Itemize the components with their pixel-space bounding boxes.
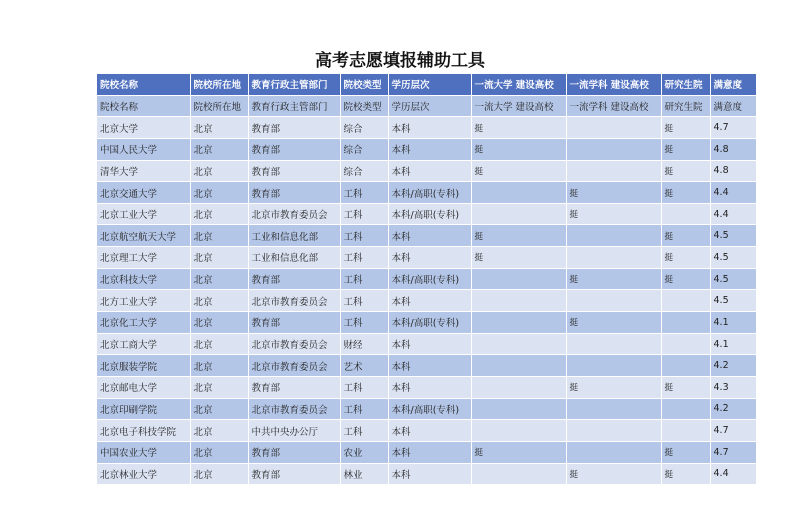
school-type-cell[interactable]: 林业 xyxy=(340,463,388,485)
satisfaction-cell[interactable]: 4.1 xyxy=(710,333,756,355)
school-name-cell[interactable]: 北京印刷学院 xyxy=(97,398,190,420)
first-class-university-cell[interactable] xyxy=(471,312,566,334)
school-name-cell[interactable]: 北京化工大学 xyxy=(97,312,190,334)
header-location[interactable]: 院校所在地 xyxy=(190,74,248,95)
satisfaction-cell[interactable]: 4.7 xyxy=(710,420,756,442)
first-class-university-cell[interactable]: 挺 xyxy=(471,117,566,139)
satisfaction-cell[interactable]: 4.8 xyxy=(710,138,756,160)
first-class-university-cell[interactable] xyxy=(471,420,566,442)
school-type-cell[interactable]: 工科 xyxy=(340,312,388,334)
degree-level-cell[interactable]: 本科 xyxy=(388,355,471,377)
authority-cell[interactable]: 北京市教育委员会 xyxy=(248,398,340,420)
school-name-cell[interactable]: 北京交通大学 xyxy=(97,182,190,204)
satisfaction-cell[interactable]: 4.4 xyxy=(710,182,756,204)
graduate-school-cell[interactable]: 挺 xyxy=(661,225,710,247)
school-type-cell[interactable]: 工科 xyxy=(340,225,388,247)
graduate-school-cell[interactable] xyxy=(661,290,710,312)
authority-cell[interactable]: 教育行政主管部门 xyxy=(248,95,340,117)
degree-level-cell[interactable]: 本科/高职(专科) xyxy=(388,312,471,334)
first-class-discipline-cell[interactable] xyxy=(566,138,661,160)
table-row xyxy=(97,312,756,334)
authority-cell[interactable]: 北京市教育委员会 xyxy=(248,203,340,225)
first-class-discipline-cell[interactable]: 一流学科 建设高校 xyxy=(566,95,661,117)
first-class-university-cell[interactable]: 挺 xyxy=(471,225,566,247)
authority-cell[interactable]: 教育部 xyxy=(248,376,340,398)
degree-level-cell[interactable]: 本科 xyxy=(388,138,471,160)
first-class-university-cell[interactable] xyxy=(471,268,566,290)
graduate-school-cell[interactable]: 挺 xyxy=(661,182,710,204)
first-class-university-cell[interactable]: 一流大学 建设高校 xyxy=(471,95,566,117)
graduate-school-cell[interactable]: 挺 xyxy=(661,268,710,290)
degree-level-cell[interactable]: 本科 xyxy=(388,420,471,442)
graduate-school-cell[interactable]: 挺 xyxy=(661,376,710,398)
first-class-discipline-cell[interactable] xyxy=(566,117,661,139)
location-cell[interactable]: 北京 xyxy=(190,463,248,485)
authority-cell[interactable]: 教育部 xyxy=(248,312,340,334)
header-school-name[interactable]: 院校名称 xyxy=(97,74,190,95)
satisfaction-cell[interactable]: 4.2 xyxy=(710,398,756,420)
location-cell[interactable]: 北京 xyxy=(190,138,248,160)
first-class-university-cell[interactable]: 挺 xyxy=(471,441,566,463)
table-row xyxy=(97,95,756,117)
satisfaction-cell[interactable]: 4.4 xyxy=(710,203,756,225)
header-authority[interactable]: 教育行政主管部门 xyxy=(248,74,340,95)
satisfaction-cell[interactable]: 4.7 xyxy=(710,117,756,139)
location-cell[interactable]: 院校所在地 xyxy=(190,95,248,117)
authority-cell[interactable]: 教育部 xyxy=(248,463,340,485)
school-name-cell[interactable]: 北京理工大学 xyxy=(97,247,190,269)
location-cell[interactable]: 北京 xyxy=(190,182,248,204)
header-first-class-discipline[interactable]: 一流学科 建设高校 xyxy=(566,74,661,95)
table-row xyxy=(97,290,756,312)
school-type-cell[interactable]: 农业 xyxy=(340,441,388,463)
authority-cell[interactable]: 工业和信息化部 xyxy=(248,247,340,269)
location-cell[interactable]: 北京 xyxy=(190,420,248,442)
authority-cell[interactable]: 教育部 xyxy=(248,441,340,463)
satisfaction-cell[interactable]: 4.5 xyxy=(710,225,756,247)
satisfaction-cell[interactable]: 4.1 xyxy=(710,312,756,334)
graduate-school-cell[interactable]: 挺 xyxy=(661,160,710,182)
first-class-university-cell[interactable] xyxy=(471,290,566,312)
school-name-cell[interactable]: 北方工业大学 xyxy=(97,290,190,312)
authority-cell[interactable]: 北京市教育委员会 xyxy=(248,355,340,377)
school-name-cell[interactable]: 北京电子科技学院 xyxy=(97,420,190,442)
table-body xyxy=(97,95,756,485)
school-type-cell[interactable]: 工科 xyxy=(340,420,388,442)
table-row xyxy=(97,138,756,160)
degree-level-cell[interactable]: 学历层次 xyxy=(388,95,471,117)
first-class-university-cell[interactable]: 挺 xyxy=(471,138,566,160)
graduate-school-cell[interactable] xyxy=(661,312,710,334)
first-class-university-cell[interactable]: 挺 xyxy=(471,160,566,182)
location-cell[interactable]: 北京 xyxy=(190,160,248,182)
school-type-cell[interactable]: 工科 xyxy=(340,398,388,420)
table-row xyxy=(97,225,756,247)
satisfaction-cell[interactable]: 4.5 xyxy=(710,247,756,269)
first-class-university-cell[interactable] xyxy=(471,463,566,485)
table-row xyxy=(97,160,756,182)
first-class-university-cell[interactable] xyxy=(471,355,566,377)
authority-cell[interactable]: 北京市教育委员会 xyxy=(248,333,340,355)
school-name-cell[interactable]: 北京林业大学 xyxy=(97,463,190,485)
first-class-discipline-cell[interactable] xyxy=(566,225,661,247)
school-type-cell[interactable]: 综合 xyxy=(340,138,388,160)
school-name-cell[interactable]: 北京服装学院 xyxy=(97,355,190,377)
header-degree-level[interactable]: 学历层次 xyxy=(388,74,471,95)
location-cell[interactable]: 北京 xyxy=(190,290,248,312)
degree-level-cell[interactable]: 本科 xyxy=(388,225,471,247)
first-class-discipline-cell[interactable]: 挺 xyxy=(566,376,661,398)
graduate-school-cell[interactable]: 挺 xyxy=(661,463,710,485)
table-row xyxy=(97,420,756,442)
first-class-discipline-cell[interactable]: 挺 xyxy=(566,182,661,204)
table-row xyxy=(97,247,756,269)
table-row xyxy=(97,182,756,204)
school-name-cell[interactable]: 北京航空航天大学 xyxy=(97,225,190,247)
first-class-university-cell[interactable] xyxy=(471,333,566,355)
table-row xyxy=(97,203,756,225)
table-row xyxy=(97,355,756,377)
school-name-cell[interactable]: 北京大学 xyxy=(97,117,190,139)
table-row xyxy=(97,441,756,463)
first-class-university-cell[interactable] xyxy=(471,203,566,225)
first-class-discipline-cell[interactable]: 挺 xyxy=(566,312,661,334)
school-name-cell[interactable]: 中国农业大学 xyxy=(97,441,190,463)
school-type-cell[interactable]: 工科 xyxy=(340,268,388,290)
authority-cell[interactable]: 工业和信息化部 xyxy=(248,225,340,247)
authority-cell[interactable]: 北京市教育委员会 xyxy=(248,290,340,312)
authority-cell[interactable]: 教育部 xyxy=(248,117,340,139)
header-satisfaction[interactable]: 满意度 xyxy=(710,74,756,95)
location-cell[interactable]: 北京 xyxy=(190,203,248,225)
degree-level-cell[interactable]: 本科/高职(专科) xyxy=(388,203,471,225)
satisfaction-cell[interactable]: 4.8 xyxy=(710,160,756,182)
location-cell[interactable]: 北京 xyxy=(190,312,248,334)
school-type-cell[interactable]: 工科 xyxy=(340,247,388,269)
first-class-discipline-cell[interactable] xyxy=(566,441,661,463)
school-type-cell[interactable]: 工科 xyxy=(340,203,388,225)
first-class-university-cell[interactable] xyxy=(471,398,566,420)
graduate-school-cell[interactable] xyxy=(661,333,710,355)
location-cell[interactable]: 北京 xyxy=(190,268,248,290)
header-graduate-school[interactable]: 研究生院 xyxy=(661,74,710,95)
authority-cell[interactable]: 教育部 xyxy=(248,268,340,290)
graduate-school-cell[interactable] xyxy=(661,203,710,225)
school-name-cell[interactable]: 北京科技大学 xyxy=(97,268,190,290)
degree-level-cell[interactable]: 本科/高职(专科) xyxy=(388,398,471,420)
authority-cell[interactable]: 教育部 xyxy=(248,138,340,160)
school-type-cell[interactable]: 综合 xyxy=(340,160,388,182)
degree-level-cell[interactable]: 本科/高职(专科) xyxy=(388,182,471,204)
graduate-school-cell[interactable] xyxy=(661,398,710,420)
graduate-school-cell[interactable] xyxy=(661,420,710,442)
location-cell[interactable]: 北京 xyxy=(190,247,248,269)
authority-cell[interactable]: 中共中央办公厅 xyxy=(248,420,340,442)
header-school-type[interactable]: 院校类型 xyxy=(340,74,388,95)
first-class-discipline-cell[interactable] xyxy=(566,333,661,355)
degree-level-cell[interactable]: 本科 xyxy=(388,333,471,355)
satisfaction-cell[interactable]: 满意度 xyxy=(710,95,756,117)
satisfaction-cell[interactable]: 4.5 xyxy=(710,268,756,290)
first-class-discipline-cell[interactable]: 挺 xyxy=(566,203,661,225)
graduate-school-cell[interactable]: 挺 xyxy=(661,441,710,463)
table-row xyxy=(97,268,756,290)
header-first-class-university[interactable]: 一流大学 建设高校 xyxy=(471,74,566,95)
location-cell[interactable]: 北京 xyxy=(190,398,248,420)
satisfaction-cell[interactable]: 4.4 xyxy=(710,463,756,485)
first-class-discipline-cell[interactable]: 挺 xyxy=(566,268,661,290)
location-cell[interactable]: 北京 xyxy=(190,376,248,398)
graduate-school-cell[interactable]: 研究生院 xyxy=(661,95,710,117)
header-row xyxy=(97,74,756,95)
graduate-school-cell[interactable]: 挺 xyxy=(661,138,710,160)
school-name-cell[interactable]: 北京工商大学 xyxy=(97,333,190,355)
degree-level-cell[interactable]: 本科 xyxy=(388,117,471,139)
degree-level-cell[interactable]: 本科 xyxy=(388,160,471,182)
first-class-university-cell[interactable] xyxy=(471,182,566,204)
school-type-cell[interactable]: 院校类型 xyxy=(340,95,388,117)
school-name-cell[interactable]: 北京邮电大学 xyxy=(97,376,190,398)
authority-cell[interactable]: 教育部 xyxy=(248,182,340,204)
degree-level-cell[interactable]: 本科 xyxy=(388,290,471,312)
graduate-school-cell[interactable]: 挺 xyxy=(661,117,710,139)
table-row xyxy=(97,117,756,139)
degree-level-cell[interactable]: 本科 xyxy=(388,463,471,485)
school-name-cell[interactable]: 北京工业大学 xyxy=(97,203,190,225)
table-row xyxy=(97,333,756,355)
school-type-cell[interactable]: 工科 xyxy=(340,182,388,204)
school-type-cell[interactable]: 工科 xyxy=(340,290,388,312)
university-table xyxy=(97,74,757,485)
first-class-discipline-cell[interactable] xyxy=(566,290,661,312)
table-row xyxy=(97,463,756,485)
location-cell[interactable]: 北京 xyxy=(190,441,248,463)
satisfaction-cell[interactable]: 4.7 xyxy=(710,441,756,463)
first-class-university-cell[interactable]: 挺 xyxy=(471,247,566,269)
graduate-school-cell[interactable] xyxy=(661,355,710,377)
location-cell[interactable]: 北京 xyxy=(190,355,248,377)
table-row xyxy=(97,376,756,398)
degree-level-cell[interactable]: 本科/高职(专科) xyxy=(388,268,471,290)
graduate-school-cell[interactable]: 挺 xyxy=(661,247,710,269)
location-cell[interactable]: 北京 xyxy=(190,117,248,139)
degree-level-cell[interactable]: 本科 xyxy=(388,376,471,398)
school-type-cell[interactable]: 工科 xyxy=(340,376,388,398)
first-class-discipline-cell[interactable] xyxy=(566,160,661,182)
location-cell[interactable]: 北京 xyxy=(190,225,248,247)
table-row xyxy=(97,398,756,420)
school-name-cell[interactable]: 清华大学 xyxy=(97,160,190,182)
first-class-discipline-cell[interactable] xyxy=(566,420,661,442)
satisfaction-cell[interactable]: 4.2 xyxy=(710,355,756,377)
authority-cell[interactable]: 教育部 xyxy=(248,160,340,182)
page-title: 高考志愿填报辅助工具 xyxy=(315,51,485,71)
school-name-cell[interactable]: 中国人民大学 xyxy=(97,138,190,160)
satisfaction-cell[interactable]: 4.5 xyxy=(710,290,756,312)
location-cell[interactable]: 北京 xyxy=(190,333,248,355)
school-type-cell[interactable]: 财经 xyxy=(340,333,388,355)
degree-level-cell[interactable]: 本科 xyxy=(388,247,471,269)
first-class-discipline-cell[interactable] xyxy=(566,355,661,377)
first-class-university-cell[interactable] xyxy=(471,376,566,398)
school-type-cell[interactable]: 综合 xyxy=(340,117,388,139)
school-type-cell[interactable]: 艺术 xyxy=(340,355,388,377)
first-class-discipline-cell[interactable] xyxy=(566,398,661,420)
school-name-cell[interactable]: 院校名称 xyxy=(97,95,190,117)
first-class-discipline-cell[interactable] xyxy=(566,247,661,269)
first-class-discipline-cell[interactable]: 挺 xyxy=(566,463,661,485)
degree-level-cell[interactable]: 本科 xyxy=(388,441,471,463)
satisfaction-cell[interactable]: 4.3 xyxy=(710,376,756,398)
